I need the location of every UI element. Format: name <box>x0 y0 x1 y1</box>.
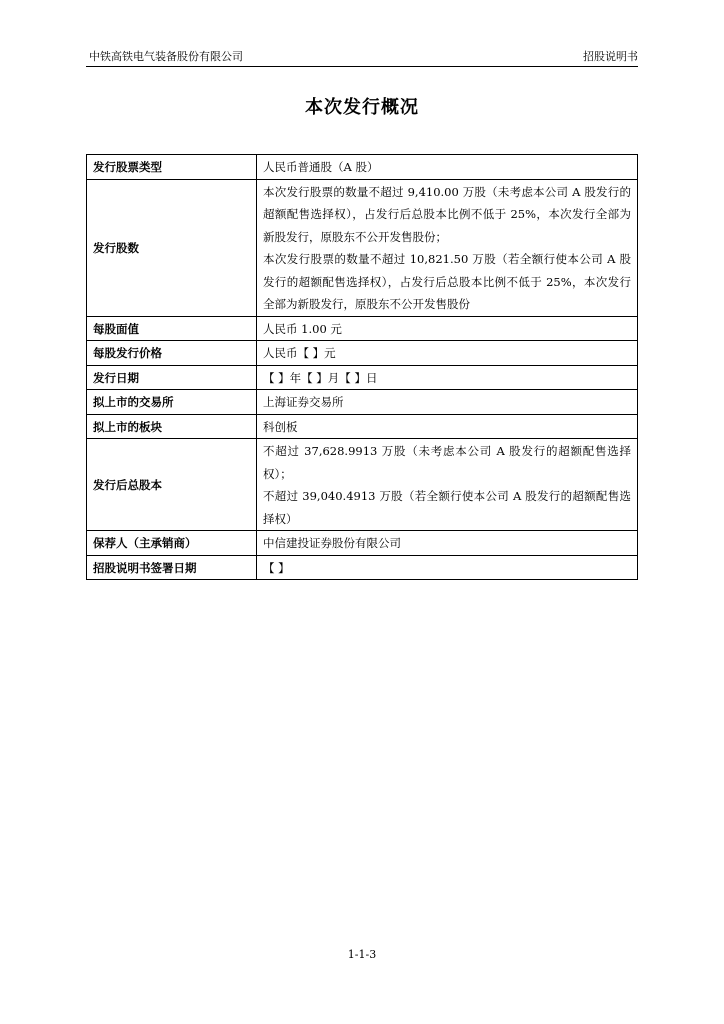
row-value-text: 本次发行股票的数量不超过 10,821.50 万股（若全额行使本公司 A 股发行的超额配售选择权），占发行后总股本比例不低于 25%，本次发行全部为新股发行，原股东不公开发售股份 <box>263 252 631 311</box>
row-label: 招股说明书签署日期 <box>87 555 257 580</box>
row-value <box>257 414 638 439</box>
row-value <box>257 390 638 415</box>
row-label: 每股面值 <box>87 316 257 341</box>
page-title: 本次发行概况 <box>305 97 419 118</box>
offering-overview-table <box>86 154 638 580</box>
row-value-text: 人民币【 】元 <box>263 346 336 360</box>
row-value-text: 科创板 <box>263 419 298 434</box>
row-value-text: 不超过 39,040.4913 万股（若全额行使本公司 A 股发行的超额配售选择权） <box>263 489 631 526</box>
row-value-text: 上海证券交易所 <box>263 395 344 409</box>
row-label: 拟上市的板块 <box>87 414 257 439</box>
table-row <box>87 155 638 180</box>
table-row <box>87 316 638 341</box>
row-label: 发行股票类型 <box>87 155 257 180</box>
table-row <box>87 555 638 580</box>
table-row <box>87 531 638 556</box>
header-company-name: 中铁高铁电气装备股份有限公司 <box>89 50 243 63</box>
row-label: 发行后总股本 <box>87 439 257 531</box>
page-number: 1-1-3 <box>347 948 377 961</box>
row-value <box>257 439 638 531</box>
row-value-text: 本次发行股票的数量不超过 9,410.00 万股（未考虑本公司 A 股发行的超额配售选择权），占发行后总股本比例不低于 25%，本次发行全部为新股发行，原股东不公开发售股份； <box>263 184 631 244</box>
row-value-text: 人民币 1.00 元 <box>263 321 342 336</box>
table-row <box>87 414 638 439</box>
table-row <box>87 179 638 316</box>
header-document-type: 招股说明书 <box>583 50 638 63</box>
row-value-text: 人民币普通股（A 股） <box>263 160 379 174</box>
table-row <box>87 341 638 366</box>
table-row <box>87 365 638 390</box>
table-row <box>87 439 638 531</box>
row-label: 拟上市的交易所 <box>87 390 257 415</box>
row-value <box>257 555 638 580</box>
row-value-text: 中信建投证券股份有限公司 <box>263 536 401 550</box>
row-label: 发行股数 <box>87 179 257 316</box>
row-label: 保荐人（主承销商） <box>87 531 257 556</box>
row-value-text: 【 】年【 】月【 】日 <box>263 370 378 385</box>
row-value <box>257 179 638 316</box>
row-value <box>257 316 638 341</box>
row-value-text: 【 】 <box>263 560 290 575</box>
row-label: 发行日期 <box>87 365 257 390</box>
row-value <box>257 341 638 366</box>
row-value-text: 不超过 37,628.9913 万股（未考虑本公司 A 股发行的超额配售选择权）； <box>263 444 631 481</box>
row-value <box>257 365 638 390</box>
row-value <box>257 531 638 556</box>
row-value <box>257 155 638 180</box>
header-divider <box>86 66 638 67</box>
table-row <box>87 390 638 415</box>
row-label: 每股发行价格 <box>87 341 257 366</box>
